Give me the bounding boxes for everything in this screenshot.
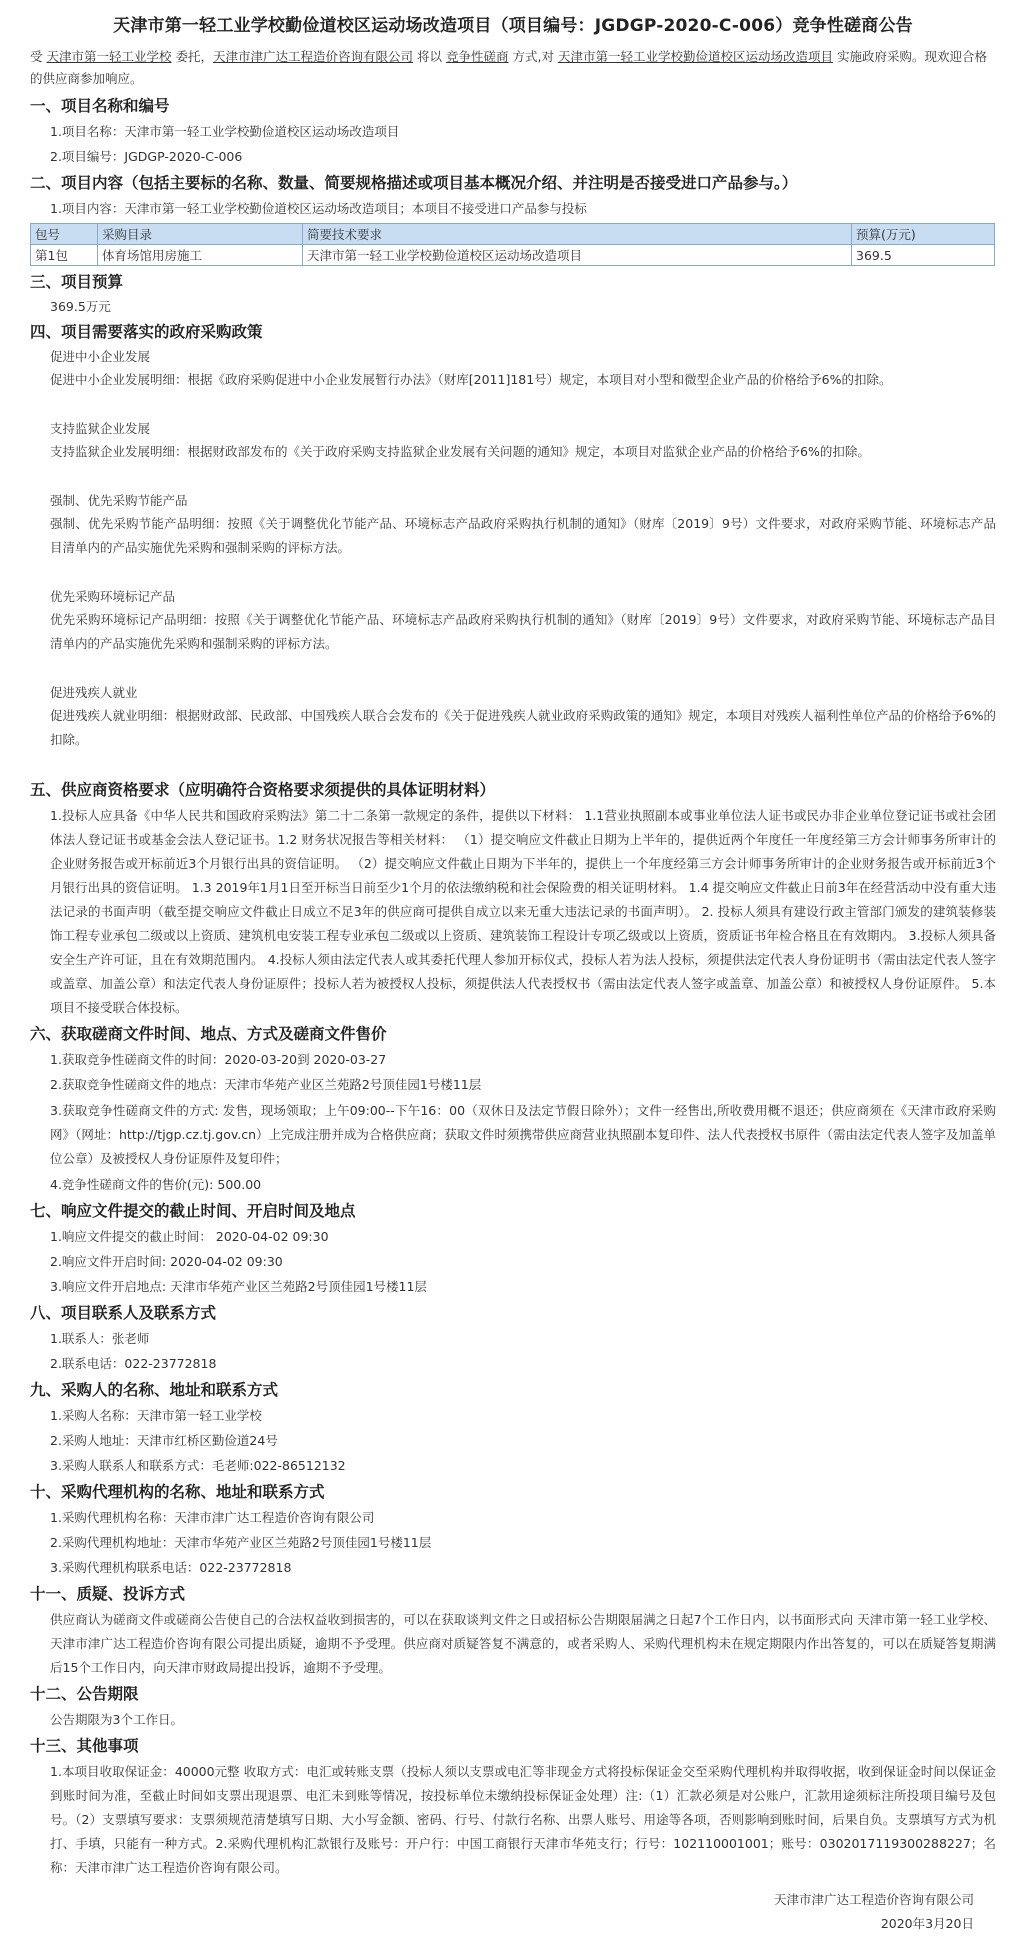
column-header: 预算(万元) [852,224,995,245]
project-content-line: 1.项目内容：天津市第一轻工业学校勤俭道校区运动场改造项目；本项目不接受进口产品参与投标 [50,201,587,216]
complaint-text: 供应商认为磋商文件或磋商公告使自己的合法权益收到损害的，可以在获取谈判文件之日或招标公告期限届满之日起7个工作日内，以书面形式向 天津市第一轻工业学校、天津市津广达工程造价咨询有限公司提出质疑，逾期不予受理。供应商对质疑答复不满意的，或者采购人、采购代理机构未在规定期限内作出答复的，可以在质疑答复期满后15个工作日内，向天津市财政局提出投诉，逾期不予受理。 [50,1612,996,1675]
table-row [31,245,995,266]
method-text: 竞争性磋商 [446,49,509,64]
opening-location: 3.响应文件开启地点: 天津市华苑产业区兰苑路2号顶佳园1号楼11层 [50,1279,427,1294]
purchaser-contact: 3.采购人联系人和联系方式：毛老师:022-86512132 [50,1458,346,1473]
section-heading: 十二、公告期限 [30,1685,139,1703]
notice-period: 公告期限为3个工作日。 [50,1712,183,1727]
policy-name: 优先采购环境标记产品 [50,589,176,604]
signature-block [30,1888,996,1936]
section-heading: 三、项目预算 [30,273,124,291]
submission-deadline: 1.响应文件提交的截止时间： 2020-04-02 09:30 [50,1229,329,1244]
section-heading: 十三、其他事项 [30,1737,139,1755]
table-header-row [31,224,995,245]
signature-date: 2020年3月20日 [880,1916,974,1931]
purchaser-name: 1.采购人名称：天津市第一轻工业学校 [50,1408,262,1423]
project-link[interactable]: 天津市第一轻工业学校勤俭道校区运动场改造项目 [557,49,833,64]
policy-name: 强制、优先采购节能产品 [50,493,188,508]
intro-text: 方式,对 [512,49,554,64]
purchaser-address: 2.采购人地址：天津市红桥区勤俭道24号 [50,1433,278,1448]
policy-item [30,586,996,656]
section-heading: 五、供应商资格要求（应明确符合资格要求须提供的具体证明材料） [30,781,496,799]
section-heading: 二、项目内容（包括主要标的名称、数量、简要规格描述或项目基本概况介绍、并注明是否接受进口产品参与。） [30,174,798,192]
opening-time: 2.响应文件开启时间: 2020-04-02 09:30 [50,1254,283,1269]
table-cell: 第1包 [31,245,98,266]
other-matters-text: 1.本项目收取保证金：40000元整 收取方式：电汇或转账支票（投标人须以支票或电汇等非现金方式将投标保证金交至采购代理机构并取得收据，收到保证金时间以保证金到账时间为准，至截止时间如支票出现退票、电汇未到账等情况，按投标单位未缴纳投标保证金处理）注:（1）汇款必须是对公账户，汇款用途须标注所投项目编号及包号。（2）支票填写要求：支票须规范清楚填写日期、大小写金额、密码、行号、付款行名称、出票人账号、用途等各项，否则影响到账时间，后果自负。支票填写方式为机打、手填，只能有一种方式。2.采购代理机构汇款银行及账号：开户行：中国工商银行天津市华苑支行；行号：102110001001；账号：0302017119300288227；名称：天津市津广达工程造价咨询有限公司。 [50,1764,996,1875]
policy-item [30,346,996,392]
column-header: 采购目录 [98,224,303,245]
project-number-line: 2.项目编号：JGDGP-2020-C-006 [50,149,243,164]
table-cell: 天津市第一轻工业学校勤俭道校区运动场改造项目 [303,245,852,266]
policy-name: 支持监狱企业发展 [50,421,151,436]
package-table [30,223,995,266]
intro-text: 受 [30,49,43,64]
section-heading: 八、项目联系人及联系方式 [30,1304,217,1322]
section-heading: 十、采购代理机构的名称、地址和联系方式 [30,1483,325,1501]
agency-phone: 3.采购代理机构联系电话：022-23772818 [50,1560,292,1575]
table-cell: 369.5 [852,245,995,266]
policy-item [30,682,996,752]
contact-person: 1.联系人：张老师 [50,1331,150,1346]
section-heading: 一、项目名称和编号 [30,97,170,115]
section-heading: 六、获取磋商文件时间、地点、方式及磋商文件售价 [30,1025,387,1043]
agency-link[interactable]: 天津市津广达工程造价咨询有限公司 [213,49,414,64]
obtain-method: 3.获取竞争性磋商文件的方式: 发售，现场领取；上午09:00--下午16：00（双休日及法定节假日除外）；文件一经售出,所收费用概不退还；供应商须在《天津市政府采购网》（网址：http://tjgp.cz.tj.gov.cn）上完成注册并成为合格供应商；获取文件时须携带供应商营业执照副本复印件、法人代表授权书原件（需由法定代表人签字及加盖单位公章）及被授权人身份证原件及复印件； [50,1103,996,1166]
policy-desc: 支持监狱企业发展明细：根据财政部发布的《关于政府采购支持监狱企业发展有关问题的通知》规定，本项目对监狱企业产品的价格给予6%的扣除。 [50,444,870,459]
signature-org: 天津市津广达工程造价咨询有限公司 [773,1892,974,1907]
section-heading: 七、响应文件提交的截止时间、开启时间及地点 [30,1202,356,1220]
section-heading: 九、采购人的名称、地址和联系方式 [30,1381,279,1399]
project-name-line: 1.项目名称：天津市第一轻工业学校勤俭道校区运动场改造项目 [50,124,400,139]
agency-address: 2.采购代理机构地址：天津市华苑产业区兰苑路2号顶佳园1号楼11层 [50,1535,432,1550]
obtain-time: 1.获取竞争性磋商文件的时间：2020-03-20到 2020-03-27 [50,1052,387,1067]
column-header: 简要技术要求 [303,224,852,245]
budget-value: 369.5万元 [50,299,111,314]
policy-desc: 促进中小企业发展明细：根据《政府采购促进中小企业发展暂行办法》（财库[2011]181号）规定，本项目对小型和微型企业产品的价格给予6%的扣除。 [50,372,892,387]
policy-name: 促进中小企业发展 [50,349,151,364]
obtain-location: 2.获取竞争性磋商文件的地点：天津市华苑产业区兰苑路2号顶佳园1号楼11层 [50,1077,482,1092]
qualification-text: 1.投标人应具备《中华人民共和国政府采购法》第二十二条第一款规定的条件，提供以下材料： 1.1营业执照副本或事业单位法人证书或民办非企业单位登记证书或社会团体法人登记证书或基金会法人登记证书。1.2 财务状况报告等相关材料： （1）提交响应文件截止日期为上半年的，提供近两个年度任一年度经第三方会计师事务所审计的企业财务报告或开标前近3个月银行出具的资信证明。 （2）提交响应文件截止日期为下半年的，提供上一个年度经第三方会计师事务所审计的企业财务报告或开标前近3个月银行出具的资信证明。 1.3 2019年1月1日至开标当日前至少1个月的依法缴纳税和社会保险费的相关证明材料。 1.4 提交响应文件截止日前3年在经营活动中没有重大违法记录的书面声明（截至提交响应文件截止日成立不足3年的供应商可提供自成立以来无重大违法记录的书面声明）。 2. 投标人须具有建设行政主管部门颁发的建筑装修装饰工程专业承包二级或以上资质、建筑机电安装工程专业承包二级或以上资质、建筑装饰工程设计专项乙级或以上资质，资质证书年检合格且在有效期内。 3.投标人须具备安全生产许可证，且在有效期范围内。 4.投标人须由法定代表人或其委托代理人参加开标仪式，投标人若为法人投标，须提供法定代表人身份证明书（需由法定代表人签字或盖章、加盖公章）和法定代表人身份证原件；投标人若为被授权人投标，须提供法人代表授权书（需由法定代表人签字或盖章、加盖公章）和被授权人身份证原件。 5.本项目不接受联合体投标。 [50,808,996,1015]
policy-name: 促进残疾人就业 [50,685,138,700]
section-heading: 十一、质疑、投诉方式 [30,1585,186,1603]
policy-item [30,490,996,560]
policy-desc: 优先采购环境标记产品明细：按照《关于调整优化节能产品、环境标志产品政府采购执行机制的通知》（财库〔2019〕9号）文件要求，对政府采购节能、环境标志产品目清单内的产品实施优先采购和强制采购的评标方法。 [50,612,996,651]
column-header: 包号 [31,224,98,245]
policy-item [30,418,996,464]
intro-text: 实施政府采购。现欢迎合格的供应商参加响应。 [30,49,987,86]
intro-text: 将以 [417,49,443,64]
purchaser-link[interactable]: 天津市第一轻工业学校 [46,49,172,64]
page-title: 天津市第一轻工业学校勤俭道校区运动场改造项目（项目编号：JGDGP-2020-C-006）竞争性磋商公告 [113,16,913,36]
document-price: 4.竞争性磋商文件的售价(元): 500.00 [50,1177,262,1192]
contact-phone: 2.联系电话：022-23772818 [50,1356,217,1371]
intro-text: 委托， [175,49,214,64]
agency-name: 1.采购代理机构名称：天津市津广达工程造价咨询有限公司 [50,1510,375,1525]
table-cell: 体育场馆用房施工 [98,245,303,266]
announcement-page [30,14,996,1936]
policy-desc: 强制、优先采购节能产品明细：按照《关于调整优化节能产品、环境标志产品政府采购执行机制的通知》（财库〔2019〕9号）文件要求，对政府采购节能、环境标志产品目清单内的产品实施优先采购和强制采购的评标方法。 [50,516,996,555]
section-heading: 四、项目需要落实的政府采购政策 [30,323,263,341]
policy-desc: 促进残疾人就业明细：根据财政部、民政部、中国残疾人联合会发布的《关于促进残疾人就业政府采购政策的通知》规定，本项目对残疾人福利性单位产品的价格给予6%的扣除。 [50,708,996,747]
intro-paragraph [30,46,996,90]
